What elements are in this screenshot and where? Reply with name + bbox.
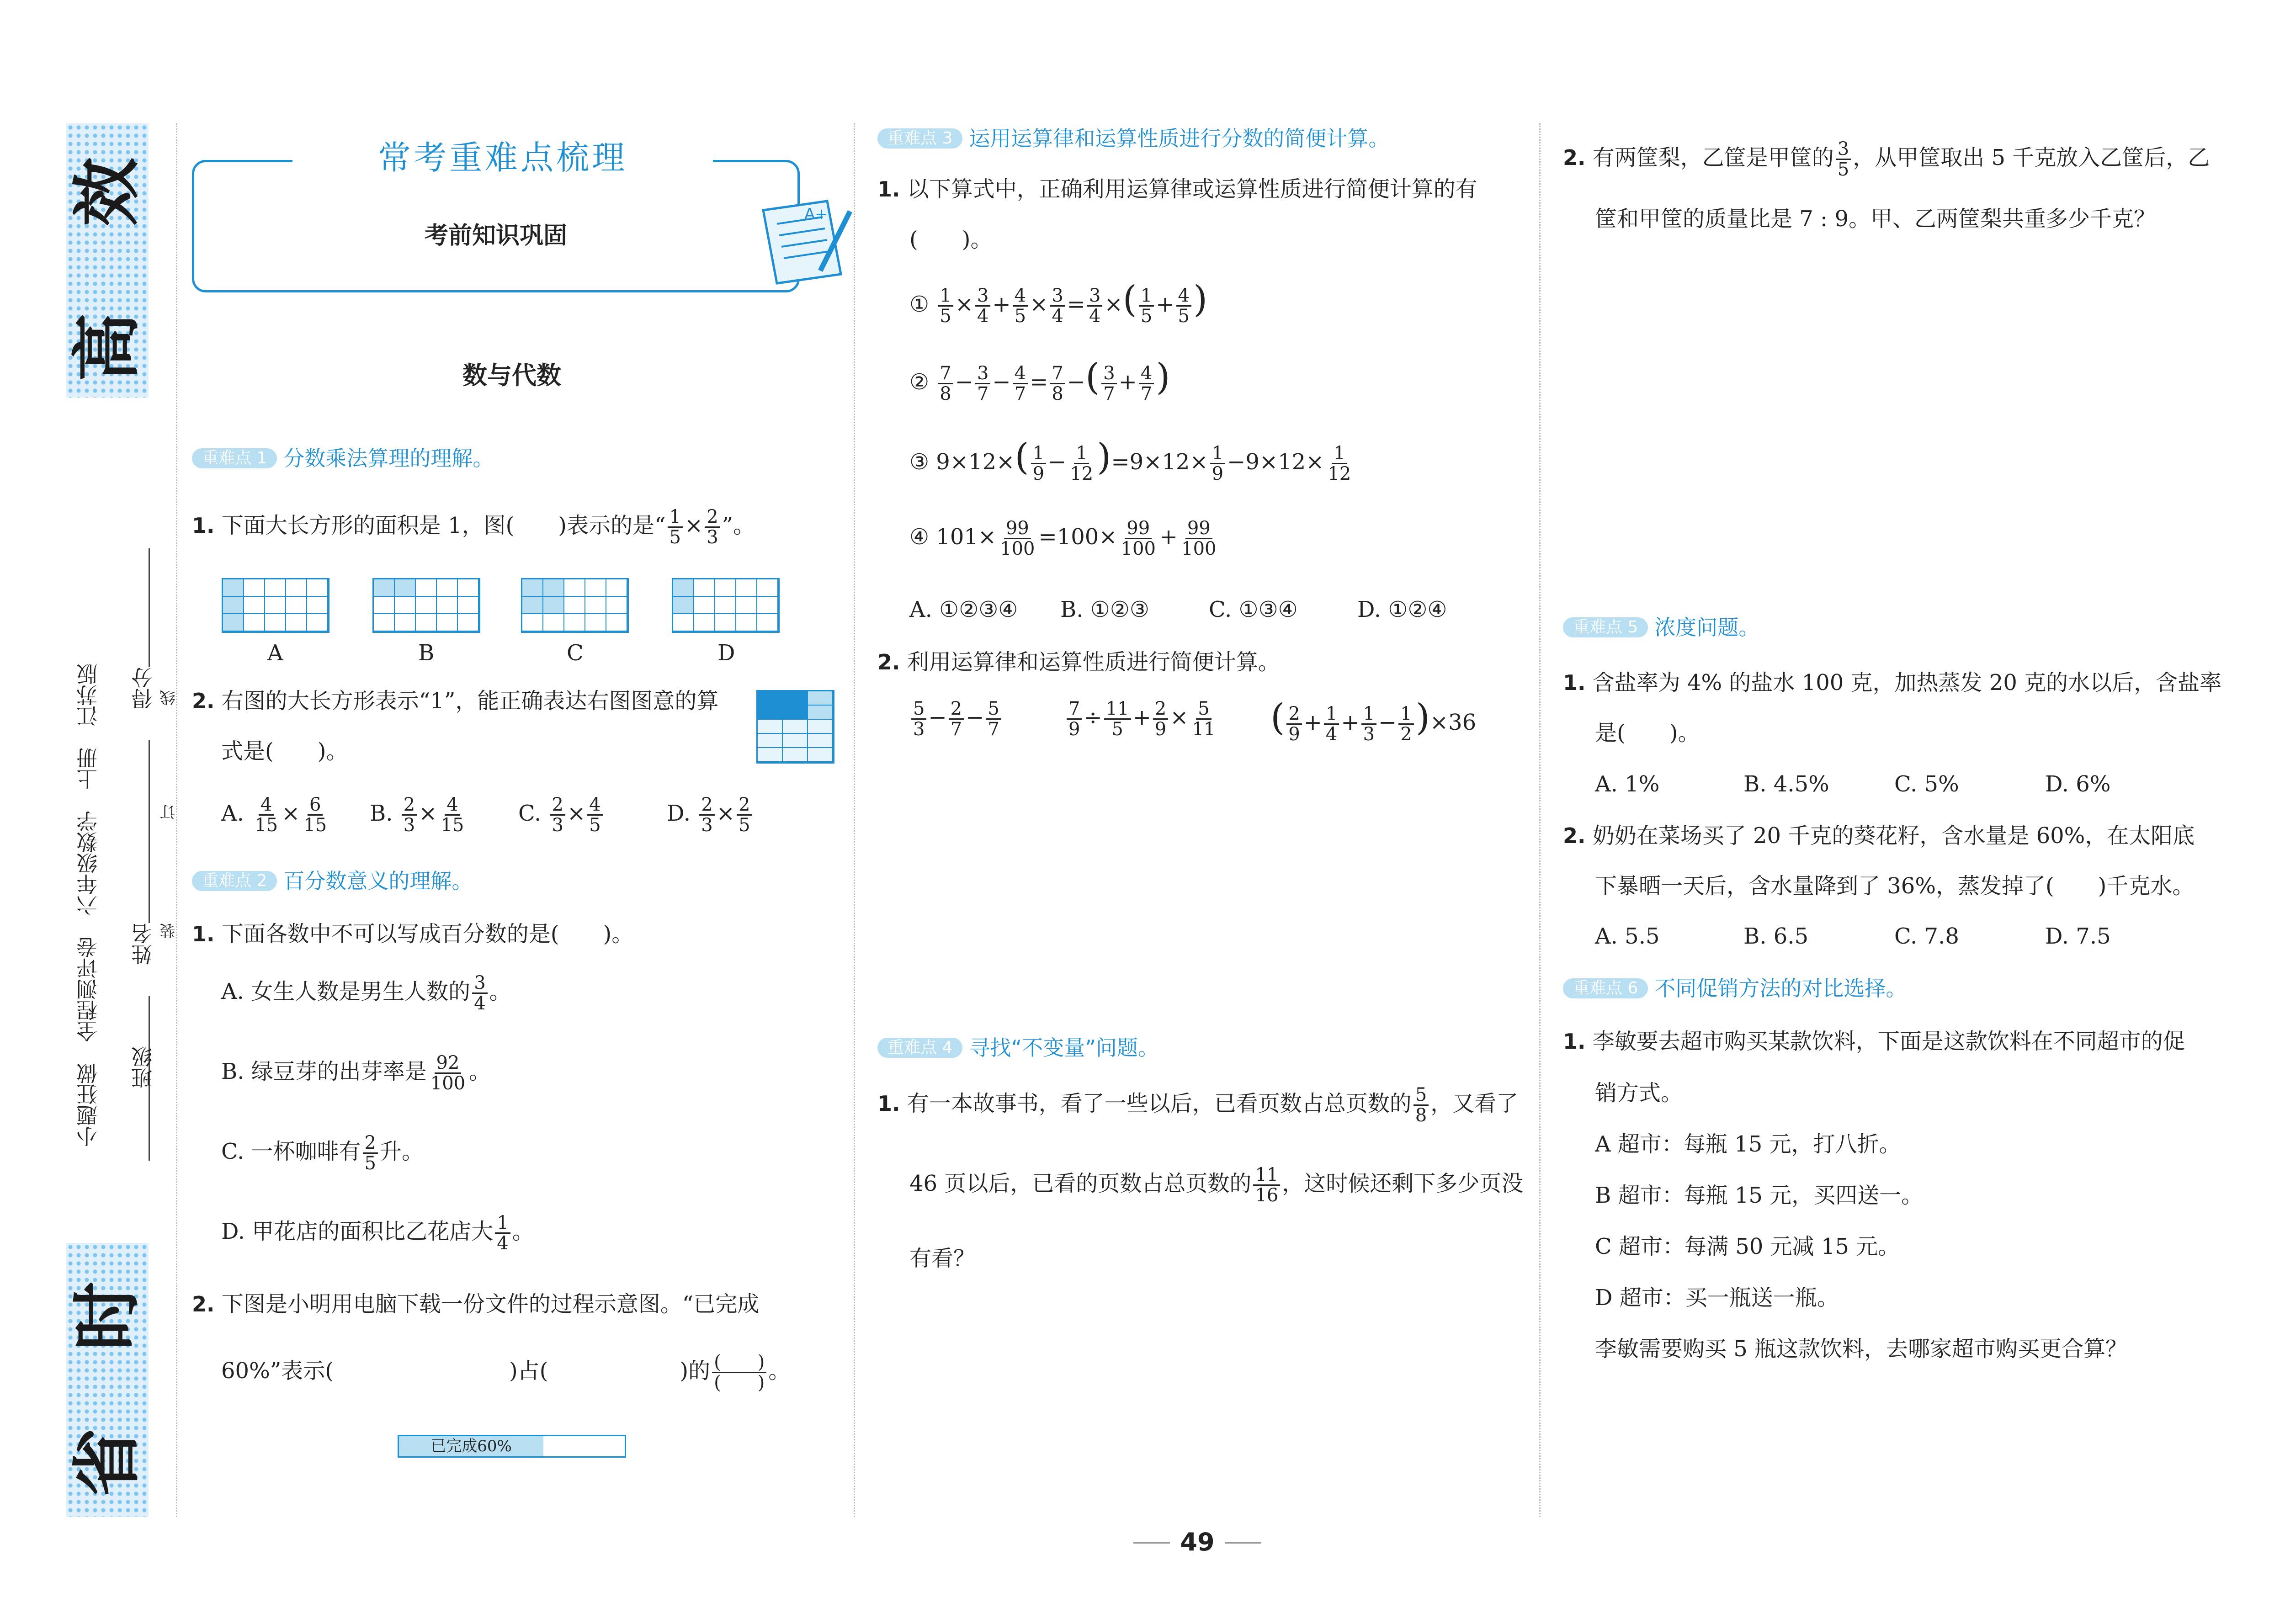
p6-line-c: C 超市：每满 50 元减 15 元。 bbox=[1595, 1234, 1900, 1259]
grid-cell bbox=[783, 748, 808, 762]
p4-q1-line1: 1. 有一本故事书，看了一些以后，已看页数占总页数的 $\frac{5}{8}$ ，又看了 bbox=[877, 1084, 1519, 1126]
grid-cell bbox=[736, 579, 757, 597]
p3-expression-1: ① $\frac{1}{5}$ × $\frac{3}{4}$ + $\frac{4}{5}$ × $\frac{3}{4}$ = $\frac{3}{4}$ ×( $\frac{1}{5}$ + $\frac{4}{5}$ ) bbox=[909, 278, 1208, 327]
option-grid bbox=[521, 578, 629, 633]
grid-cell bbox=[757, 579, 778, 597]
p6-header bbox=[1563, 976, 1907, 999]
grid-cell bbox=[307, 597, 328, 614]
p2-q2-number: 2. bbox=[192, 1292, 215, 1316]
grid-cell bbox=[374, 597, 395, 614]
frac: $\frac{2}{3}$ bbox=[699, 795, 714, 835]
p2-badge: 重难点 2 bbox=[192, 871, 277, 891]
p1-header bbox=[192, 446, 494, 469]
grid-cell bbox=[286, 597, 307, 614]
column-separator-2 bbox=[1539, 123, 1541, 1517]
p6-line-a: A 超市：每瓶 15 元，打八折。 bbox=[1595, 1131, 1901, 1157]
grid-cell bbox=[736, 614, 757, 632]
p5-q1-option-a: A. 1% bbox=[1595, 771, 1660, 797]
grid-cell bbox=[543, 614, 564, 632]
p5-q1-number: 1. bbox=[1563, 670, 1586, 695]
p3-expression-4: ④ 101× $\frac{99}{100}$ =100× $\frac{99}{100}$ + $\frac{99}{100}$ bbox=[909, 518, 1217, 559]
grid-cell bbox=[244, 579, 265, 597]
frac-blank: $\frac{( )}{( )}$ bbox=[712, 1353, 766, 1392]
grid-cell bbox=[757, 597, 778, 614]
grid-cell bbox=[307, 614, 328, 632]
grid-cell bbox=[606, 597, 627, 614]
p3-q2 bbox=[877, 651, 1280, 673]
grid-cell bbox=[758, 748, 783, 762]
grid-cell bbox=[808, 734, 833, 748]
p6-q1-line1: 1. 李敏要去超市购买某款饮料，下面是这款饮料在不同超市的促 bbox=[1563, 1029, 2185, 1054]
grid-cell bbox=[736, 597, 757, 614]
grid-cell bbox=[416, 597, 437, 614]
grid-cell bbox=[458, 597, 479, 614]
p2-q2-line2: 60%”表示( )占( )的 $\frac{( )}{( )}$ 。 bbox=[221, 1352, 791, 1393]
p3-q2-number: 2. bbox=[877, 650, 900, 674]
grid-cell bbox=[223, 579, 244, 597]
grid-cell bbox=[265, 614, 286, 632]
progress-bar bbox=[398, 1435, 626, 1458]
grid-cell bbox=[522, 597, 543, 614]
p4-badge: 重难点 4 bbox=[877, 1038, 962, 1058]
p1-q2-option: C. $\frac{2}{3}$ × $\frac{4}{5}$ bbox=[518, 795, 667, 835]
name-label: 姓名 bbox=[131, 923, 155, 965]
svg-text:A+: A+ bbox=[804, 205, 828, 223]
grid-cell bbox=[374, 579, 395, 597]
p4-header bbox=[877, 1035, 1159, 1058]
p2-option-b: B. 绿豆芽的出芽率是 $\frac{92}{100}$ 。 bbox=[221, 1052, 491, 1094]
p4-q1-number: 1. bbox=[877, 1091, 900, 1116]
grid-cell bbox=[783, 720, 808, 734]
grid-cell bbox=[564, 614, 585, 632]
p3-option-d: D. ①②④ bbox=[1357, 597, 1447, 622]
grid-cell bbox=[437, 614, 458, 632]
grid-cell bbox=[585, 614, 606, 632]
p4-q1-line2: 46 页以后，已看的页数占总页数的 $\frac{11}{16}$ ，这时候还剩下多少页没 bbox=[909, 1164, 1524, 1206]
grid-cell bbox=[808, 720, 833, 734]
grid-cell bbox=[585, 597, 606, 614]
grid-cell bbox=[395, 614, 416, 632]
grid-cell bbox=[808, 748, 833, 762]
grid-cell bbox=[673, 579, 694, 597]
p5-q2-option-a: A. 5.5 bbox=[1595, 923, 1660, 949]
grid-cell bbox=[244, 597, 265, 614]
p3-calc-2: $\frac{7}{9}$ ÷ $\frac{11}{5}$ + $\frac{2}{9}$ × $\frac{5}{11}$ bbox=[1065, 699, 1219, 739]
frac: $\frac{4}{15}$ bbox=[255, 794, 278, 836]
p6-q1-line2: 销方式。 bbox=[1595, 1080, 1683, 1106]
p1-q2-option: D. $\frac{2}{3}$ × $\frac{2}{5}$ bbox=[667, 795, 815, 835]
p3-q2-text: 利用运算律和运算性质进行简便计算。 bbox=[907, 649, 1280, 675]
p5-q2-options bbox=[1595, 925, 2258, 947]
grid-label-a: A bbox=[267, 640, 283, 666]
class-label-visible: 班级 bbox=[131, 1046, 155, 1088]
p5-q1-line1: 1. 含盐率为 4% 的盐水 100 克，加热蒸发 20 克的水以后，含盐率 bbox=[1563, 670, 2222, 695]
sidebar-form bbox=[123, 548, 178, 1097]
p3-calc-3: ( $\frac{2}{9}$ + $\frac{1}{4}$ + $\frac{1}{3}$ − $\frac{1}{2}$ )×36 bbox=[1270, 696, 1477, 745]
right-q2-line1: 2. 有两筐梨，乙筐是甲筐的 $\frac{3}{5}$ ，从甲筐取出 5 千克放入乙筐后，乙 bbox=[1563, 138, 2210, 180]
grid-cell bbox=[758, 720, 783, 734]
sidebar-series-text: 小题狂做 全程测评卷 六年级数学 上册 江苏版 bbox=[76, 663, 101, 1147]
p3-badge: 重难点 3 bbox=[877, 128, 962, 149]
frac: $\frac{4}{15}$ bbox=[441, 794, 464, 836]
p1-q2-line1 bbox=[192, 690, 718, 712]
frac: $\frac{4}{5}$ bbox=[587, 795, 602, 835]
header-title: 常考重难点梳理 bbox=[292, 133, 713, 183]
p3-q1-number: 1. bbox=[877, 177, 900, 202]
p2-q1-number: 1. bbox=[192, 922, 215, 946]
p2-title: 百分数意义的理解。 bbox=[283, 868, 473, 893]
p5-q2-number: 2. bbox=[1563, 823, 1586, 848]
p1-q2-options bbox=[221, 795, 815, 835]
p2-option-d: D. 甲花店的面积比乙花店大 $\frac{1}{4}$ 。 bbox=[221, 1212, 534, 1254]
p6-line-d: D 超市：买一瓶送一瓶。 bbox=[1595, 1285, 1839, 1311]
exam-paper-icon bbox=[749, 192, 855, 292]
frac: $\frac{2}{3}$ bbox=[705, 507, 720, 547]
grid-cell bbox=[564, 597, 585, 614]
grid-cell bbox=[223, 597, 244, 614]
grid-cell bbox=[286, 614, 307, 632]
p6-question: 李敏需要购买 5 瓶这款饮料，去哪家超市购买更合算？ bbox=[1595, 1336, 2128, 1362]
grid-cell bbox=[265, 579, 286, 597]
p1-q2-text-b: 式是( )。 bbox=[221, 738, 348, 764]
p3-expression-2: ② $\frac{7}{8}$ − $\frac{3}{7}$ − $\frac{4}{7}$ = $\frac{7}{8}$ −( $\frac{3}{7}$ + $\frac{4}{7}$ ) bbox=[909, 356, 1170, 404]
option-grid bbox=[372, 578, 480, 633]
grid-cell bbox=[244, 614, 265, 632]
p2-q2-line1 bbox=[192, 1293, 759, 1315]
grid-cell bbox=[286, 579, 307, 597]
p5-q2-line2: 下暴晒一天后，含水量降到了 36%，蒸发掉了( )千克水。 bbox=[1595, 873, 2195, 899]
grid-cell bbox=[564, 579, 585, 597]
grid-cell bbox=[265, 597, 286, 614]
grid-cell bbox=[585, 579, 606, 597]
grid-cell bbox=[783, 691, 808, 706]
grid-cell bbox=[416, 579, 437, 597]
grid-cell bbox=[374, 614, 395, 632]
grid-cell bbox=[757, 614, 778, 632]
grid-cell bbox=[808, 691, 833, 706]
p1-title: 分数乘法算理的理解。 bbox=[283, 446, 494, 471]
frac: $\frac{6}{15}$ bbox=[303, 794, 327, 836]
p5-q2-option-d: D. 7.5 bbox=[2045, 923, 2111, 949]
sidebar-bottom-block bbox=[66, 1243, 149, 1517]
option-grid bbox=[672, 578, 780, 633]
frac: $\frac{92}{100}$ bbox=[430, 1052, 466, 1094]
p5-q1-options bbox=[1595, 773, 2258, 795]
p3-expression-3: ③ 9×12×( $\frac{1}{9}$ − $\frac{1}{12}$ )=9×12× $\frac{1}{9}$ −9×12× $\frac{1}{12}$ bbox=[909, 435, 1351, 484]
grid-cell bbox=[543, 579, 564, 597]
p5-q2-option-c: C. 7.8 bbox=[1894, 923, 1959, 949]
sidebar-char-xiao: 效 bbox=[68, 158, 147, 227]
p3-q1-text-a: 以下算式中，正确利用运算律或运算性质进行简便计算的有 bbox=[907, 176, 1477, 202]
p1-q2-number: 2. bbox=[192, 689, 215, 713]
p3-header bbox=[877, 126, 1389, 149]
footer-rule-left bbox=[1133, 1542, 1170, 1544]
p3-q1-line1 bbox=[877, 178, 1477, 200]
grid-cell bbox=[395, 579, 416, 597]
p6-q1-number: 1. bbox=[1563, 1029, 1586, 1054]
grid-cell bbox=[758, 706, 783, 720]
p5-q2-option-b: B. 6.5 bbox=[1743, 923, 1809, 949]
p5-title: 浓度问题。 bbox=[1654, 615, 1760, 640]
p5-q1-option-c: C. 5% bbox=[1894, 771, 1959, 797]
right-q2-line2: 筐和甲筐的质量比是 7 : 9。甲、乙两筐梨共重多少千克？ bbox=[1595, 206, 2156, 232]
frac: $\frac{2}{3}$ bbox=[550, 795, 565, 835]
grid-cell bbox=[606, 579, 627, 597]
p5-q1-line2: 是( )。 bbox=[1595, 720, 1700, 746]
grid-cell bbox=[694, 614, 715, 632]
p2-option-c: C. 一杯咖啡有 $\frac{2}{5}$ 升。 bbox=[221, 1132, 424, 1174]
grid-cell bbox=[694, 579, 715, 597]
cut-mark-line: 线 bbox=[160, 690, 178, 706]
grid-cell bbox=[758, 734, 783, 748]
grid-cell bbox=[783, 734, 808, 748]
p6-line-b: B 超市：每瓶 15 元，买四送一。 bbox=[1595, 1183, 1924, 1208]
sidebar-top-block bbox=[66, 123, 149, 398]
grid-label-d: D bbox=[717, 640, 735, 666]
grid-cell bbox=[437, 597, 458, 614]
frac: $\frac{3}{4}$ bbox=[472, 973, 487, 1013]
reference-grid bbox=[756, 690, 834, 764]
sidebar-char-gao: 高 bbox=[68, 313, 147, 382]
score-label: 得分 bbox=[131, 667, 155, 709]
p3-title: 运用运算律和运算性质进行分数的简便计算。 bbox=[969, 126, 1390, 151]
p1-badge: 重难点 1 bbox=[192, 448, 277, 468]
footer-rule-right bbox=[1225, 1542, 1261, 1544]
grid-cell bbox=[522, 579, 543, 597]
p1-q2-option: B. $\frac{2}{3}$ × $\frac{4}{15}$ bbox=[370, 795, 518, 835]
p2-q1 bbox=[192, 923, 633, 945]
grid-cell bbox=[758, 691, 783, 706]
p5-q2-line1: 2. 奶奶在菜场买了 20 千克的葵花籽，含水量是 60%，在太阳底 bbox=[1563, 823, 2195, 849]
sidebar-char-sheng: 省 bbox=[68, 1428, 147, 1497]
grid-cell bbox=[437, 579, 458, 597]
frac: $\frac{2}{5}$ bbox=[363, 1133, 378, 1173]
grid-cell bbox=[715, 597, 736, 614]
grid-cell bbox=[416, 614, 437, 632]
option-grid bbox=[222, 578, 329, 633]
p3-option-b: B. ①②③ bbox=[1060, 597, 1149, 622]
p1-q2-text-a: 右图的大长方形表示“1”，能正确表达右图图意的算 bbox=[221, 688, 719, 714]
section-title: 数与代数 bbox=[462, 361, 561, 390]
grid-cell bbox=[543, 597, 564, 614]
grid-cell bbox=[694, 597, 715, 614]
sidebar-char-shi: 时 bbox=[68, 1282, 147, 1351]
grid-cell bbox=[458, 614, 479, 632]
right-q2-number: 2. bbox=[1563, 145, 1586, 170]
p6-badge: 重难点 6 bbox=[1563, 978, 1648, 998]
p1-q2-option: A. $\frac{4}{15}$ × $\frac{6}{15}$ bbox=[221, 795, 370, 835]
p3-q1-line2: ( )。 bbox=[909, 227, 993, 252]
grid-cell bbox=[307, 579, 328, 597]
grid-cell bbox=[783, 706, 808, 720]
p3-calc-1: $\frac{5}{3}$ − $\frac{2}{7}$ − $\frac{5}{7}$ bbox=[909, 699, 1003, 739]
p2-q2-text-a: 下图是小明用电脑下载一份文件的过程示意图。“已完成 bbox=[221, 1291, 760, 1317]
p2-header bbox=[192, 868, 473, 892]
grid-cell bbox=[395, 597, 416, 614]
grid-label-c: C bbox=[567, 640, 584, 666]
grid-cell bbox=[223, 614, 244, 632]
p2-option-a: A. 女生人数是男生人数的 $\frac{3}{4}$ 。 bbox=[221, 972, 511, 1014]
grid-cell bbox=[606, 614, 627, 632]
frac: $\frac{1}{5}$ bbox=[668, 507, 683, 547]
grid-cell bbox=[715, 614, 736, 632]
p3-option-a: A. ①②③④ bbox=[909, 597, 1018, 622]
p2-q1-text: 下面各数中不可以写成百分数的是( )。 bbox=[221, 921, 634, 947]
p1-q1-number: 1. bbox=[192, 513, 215, 538]
p5-badge: 重难点 5 bbox=[1563, 617, 1648, 637]
progress-label: 已完成60% bbox=[430, 1437, 512, 1455]
grid-cell bbox=[808, 706, 833, 720]
cut-mark-zhuang: 装 bbox=[160, 923, 178, 939]
p4-q1-line3: 有看？ bbox=[909, 1246, 976, 1271]
p5-q1-option-b: B. 4.5% bbox=[1743, 771, 1829, 797]
grid-cell bbox=[458, 579, 479, 597]
frac: $\frac{2}{3}$ bbox=[402, 795, 417, 835]
grid-cell bbox=[522, 614, 543, 632]
frac: $\frac{2}{5}$ bbox=[737, 795, 752, 835]
p3-q1-options bbox=[909, 599, 1526, 621]
p1-q1: 1. 下面大长方形的面积是 1，图( )表示的是“ $\frac{1}{5}$ × $\frac{2}{3}$ ”。 bbox=[192, 506, 755, 548]
header-subtitle: 考前知识巩固 bbox=[424, 222, 567, 249]
p1-q1-text: 下面大长方形的面积是 1，图( )表示的是“ bbox=[221, 513, 666, 538]
p5-q1-option-d: D. 6% bbox=[2045, 771, 2111, 797]
column-separator-1 bbox=[854, 123, 855, 1517]
grid-cell bbox=[673, 597, 694, 614]
page-number: 49 bbox=[1180, 1528, 1215, 1556]
p5-header bbox=[1563, 615, 1759, 638]
grid-cell bbox=[715, 579, 736, 597]
grid-cell bbox=[673, 614, 694, 632]
cut-mark-ding: 订 bbox=[160, 804, 178, 820]
p6-title: 不同促销方法的对比选择。 bbox=[1654, 976, 1907, 1001]
p4-title: 寻找“不变量”问题。 bbox=[969, 1035, 1159, 1060]
binding-dotted-line bbox=[176, 123, 177, 1517]
grid-label-b: B bbox=[418, 640, 435, 666]
p3-option-c: C. ①③④ bbox=[1209, 597, 1298, 622]
frac: $\frac{1}{4}$ bbox=[495, 1213, 510, 1253]
